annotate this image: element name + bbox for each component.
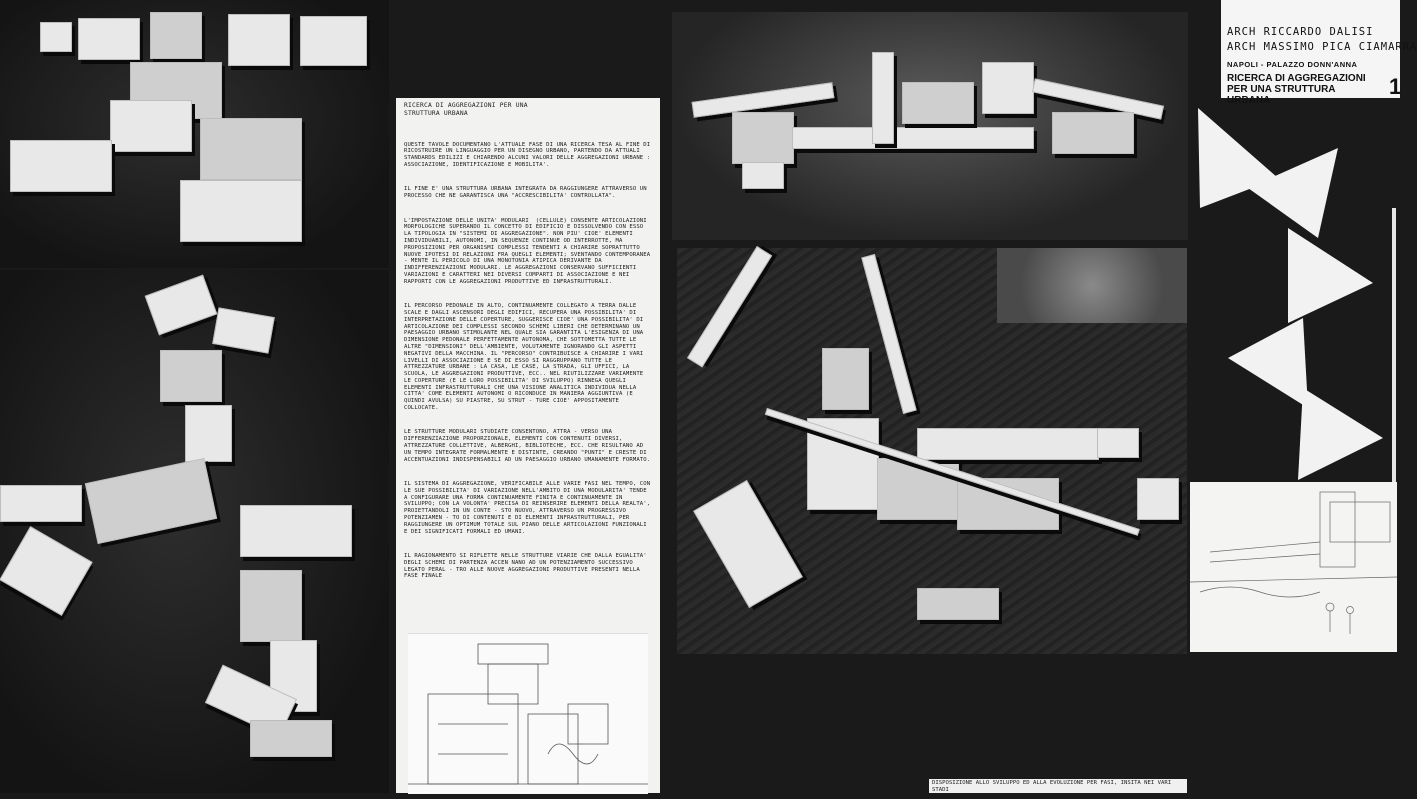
paragraph-1: QUESTE TAVOLE DOCUMENTANO L'ATTUALE FASE DI UNA RICERCA TESA AL FINE DI RICOSTRUIRE UN LINGUAGGIO PER UN DISEGNO URBANO, PARTENDO DA ATTUALI STANDARDS EDILIZI E CHIARENDO ALCUNI VALORI DELLE AGGREGAZIONI URBANE : ASSOCIAZIONE, IDENTIFICAZIONE E MOBILITA'. bbox=[404, 141, 654, 168]
architect-2: ARCH MASSIMO PICA CIAMARRA bbox=[1227, 41, 1417, 53]
triangle-3 bbox=[1288, 228, 1373, 323]
triangle-4 bbox=[1228, 318, 1308, 408]
triangle-5 bbox=[1298, 388, 1383, 480]
description-title: RICERCA DI AGGREGAZIONI PER UNA STRUTTURA URBANA bbox=[404, 102, 528, 117]
paragraph-4: IL PERCORSO PEDONALE IN ALTO, CONTINUAMENTE COLLEGATO A TERRA DALLE SCALE E DAGLI ASCENSORI DEGLI EDIFICI, RECUPERA UNA POSSIBILITA' DI INTERPRETAZIONE DELLE COPERTURE, SUGGERISCE CIOE' UNA POSSIBILITA' DI ARTICOLAZIONE DEI COMPLESSI SECONDO SCHEMI LIBERI CHE DETERMINANO UN PAESAGGIO URBANO STIMOLANTE NEL QUALE SIA GARANTITA L'ESIGENZA DI UNA DIMENSIONE PEDONALE PERFETTAMENTE AUTONOMA, CHE SOTTOMETTA TUTTE LE ALTRE "DIMENSIONI" DELL'AMBIENTE, VOLUTAMENTE IGNORANDO GLI ASPETTI NEGATIVI DELLA MACCHINA. IL "PERCORSO" CONTRIBUISCE A CHIARIRE I VARI LIVELLI DI ASSOCIAZIONE E SE DI ESSO SI RAGGRUPPANO TUTTE LE ATTREZZATURE URBANE : LA CASA, LE CASE, LA STRADA, GLI UFFICI, LA SCUOLA, LE AGGREGAZIONI PRODUTTIVE, ECC.. NEL RIUTILIZZARE VARIAMENTE LE COPERTURE (E LE LORO POSSIBILITA' DI SVILUPPO) RINNEGA QUEGLI ELEMENTI INFRASTRUTTURALI CHE UNA VISIONE ANALITICA INDIVIDUA NELLA CITTA' COME ELEMENTI AUTONOMI O RICONDUCE IN MANIERA AGGIUNTIVA (E QUINDI AVULSA) SU PIASTRE, SU STRUT - TURE CIOE' APPOSITAMENTE COLLOCATE. bbox=[404, 303, 647, 412]
paragraph-5: LE STRUTTURE MODULARI STUDIATE CONSENTONO, ATTRA - VERSO UNA DIFFERENZIAZIONE PROPORZIONALE, ELEMENTI CON CONTENUTI DIVERSI, ATTREZZATURE COLLETTIVE, ALBERGHI, BIBLIOTECHE, ECC. CHE RISULTANO AD UN TEMPO INTEGRATE FORMALMENTE E DISTINTE, CREANDO "PUNTI" E CRESTE DI ACCENTUAZIONI INDISPENSABILI AD UN PAESAGGIO URBANO UMANAMENTE FORMATO. bbox=[404, 429, 651, 463]
model-photo-main bbox=[677, 248, 1187, 654]
title-block bbox=[1221, 0, 1417, 106]
architect-1: ARCH RICCARDO DALISI bbox=[1227, 26, 1374, 38]
triangle-pattern bbox=[1188, 98, 1400, 483]
location: NAPOLI - PALAZZO DONN'ANNA bbox=[1227, 60, 1358, 69]
sketch-drawing bbox=[408, 634, 648, 794]
project-heading: RICERCA DI AGGREGAZIONI PER UNA STRUTTURA URBANA bbox=[1227, 73, 1366, 106]
architectural-sketch bbox=[408, 633, 648, 794]
triangle-2 bbox=[1248, 148, 1338, 238]
perspective-sketch bbox=[1190, 482, 1397, 652]
description-body bbox=[404, 128, 652, 594]
model-photo-top-left bbox=[0, 0, 389, 268]
plate-number: 1 bbox=[1389, 74, 1402, 99]
model-photo-top-center bbox=[672, 12, 1188, 240]
paragraph-2: IL FINE E' UNA STRUTTURA URBANA INTEGRATA DA RAGGIUNGERE ATTRAVERSO UN PROCESSO CHE NE GARANTISCA UNA "ACCRESCIBILITA' CONTROLLATA". bbox=[404, 186, 651, 200]
paragraph-6: IL SISTEMA DI AGGREGAZIONE, VERIFICABILE ALLE VARIE FASI NEL TEMPO, CON LE SUE POSSIBILITA' DI VARIAZIONE NELL'AMBITO DI UNA MODULARITA' TENDE A CONFIGURARE UNA FORMA CONTINUAMENTE FINITA E CONTINUAMENTE IN SVILUPPO; CON LA VOLONTA' PRECISA DI REINSERIRE ELEMENTI DELLA REALTA', PROIETTANDOLI IN UN CONTE - STO NUOVO, ATTRAVERSO UN PROGRESSIVO POTENZIAMEN - TO DI CONTENUTI E DI ELEMENTI INFRASTRUTTURALI, PER RAGGIUNGERE UN OPTIMUM TOTALE SUL PIANO DELLE ARTICOLAZIONI FUNZIONALI E DEI SIGNIFICATI FORMALI ED UMANI. bbox=[404, 481, 654, 535]
paragraph-7: IL RAGIONAMENTO SI RIFLETTE NELLE STRUTTURE VIARIE CHE DALLA EGUALITA' DEGLI SCHEMI DI PARTENZA ACCEN NANO AD UN POTENZIAMENTO SUCCESSIVO LEGATO PERAL - TRO ALLE NUOVE AGGREGAZIONI PRODUTTIVE PRESENTI NELLA FASE FINALE bbox=[404, 553, 651, 580]
description-text-panel bbox=[396, 98, 660, 793]
perspective-drawing bbox=[1190, 482, 1397, 652]
model-photo-bottom-left bbox=[0, 270, 389, 793]
phase-caption: DISPOSIZIONE ALLO SVILUPPO ED ALLA EVOLUZIONE PER FASI, INSITA NEI VARI STADI bbox=[929, 779, 1187, 793]
paragraph-3: L'IMPOSTAZIONE DELLE UNITA' MODULARI (CELLULE) CONSENTE ARTICOLAZIONI MORFOLOGICHE SUPERANDO IL CONCETTO DI EDIFICIO E DISSOLVENDO CON ESSO LA TIPOLOGIA IN "SISTEMI DI AGGREGAZIONE". NON PIU' CIOE' ELEMENTI INDIVIDUABILI, AUTONOMI, IN SEQUENZE CONTINUE OD INTERROTTE, MA PROPOSIZIONI PER ORGANISMI COMPLESSI TENDENTI A CHIARIRE SOPRATTUTTO NUOVE IPOTESI DI RELAZIONI FRA QUEGLI ELEMENTI; SVENTANDO CONTEMPORANEA - MENTE IL PERICOLO DI UNA MONOTONIA ATIPICA DERIVANTE DA INDIFFERENZIAZIONI MODULARI. LE AGGREGAZIONI CONSERVANO SUFFICIENTI VARIAZIONI E CARATTERI NEI DIVERSI COMPARTI DI ASSOCIAZIONE E NEI RAPPORTI CON LE AGGREGAZIONI PRODUTTIVE ED INFRASTRUTTURALI. bbox=[404, 217, 654, 285]
